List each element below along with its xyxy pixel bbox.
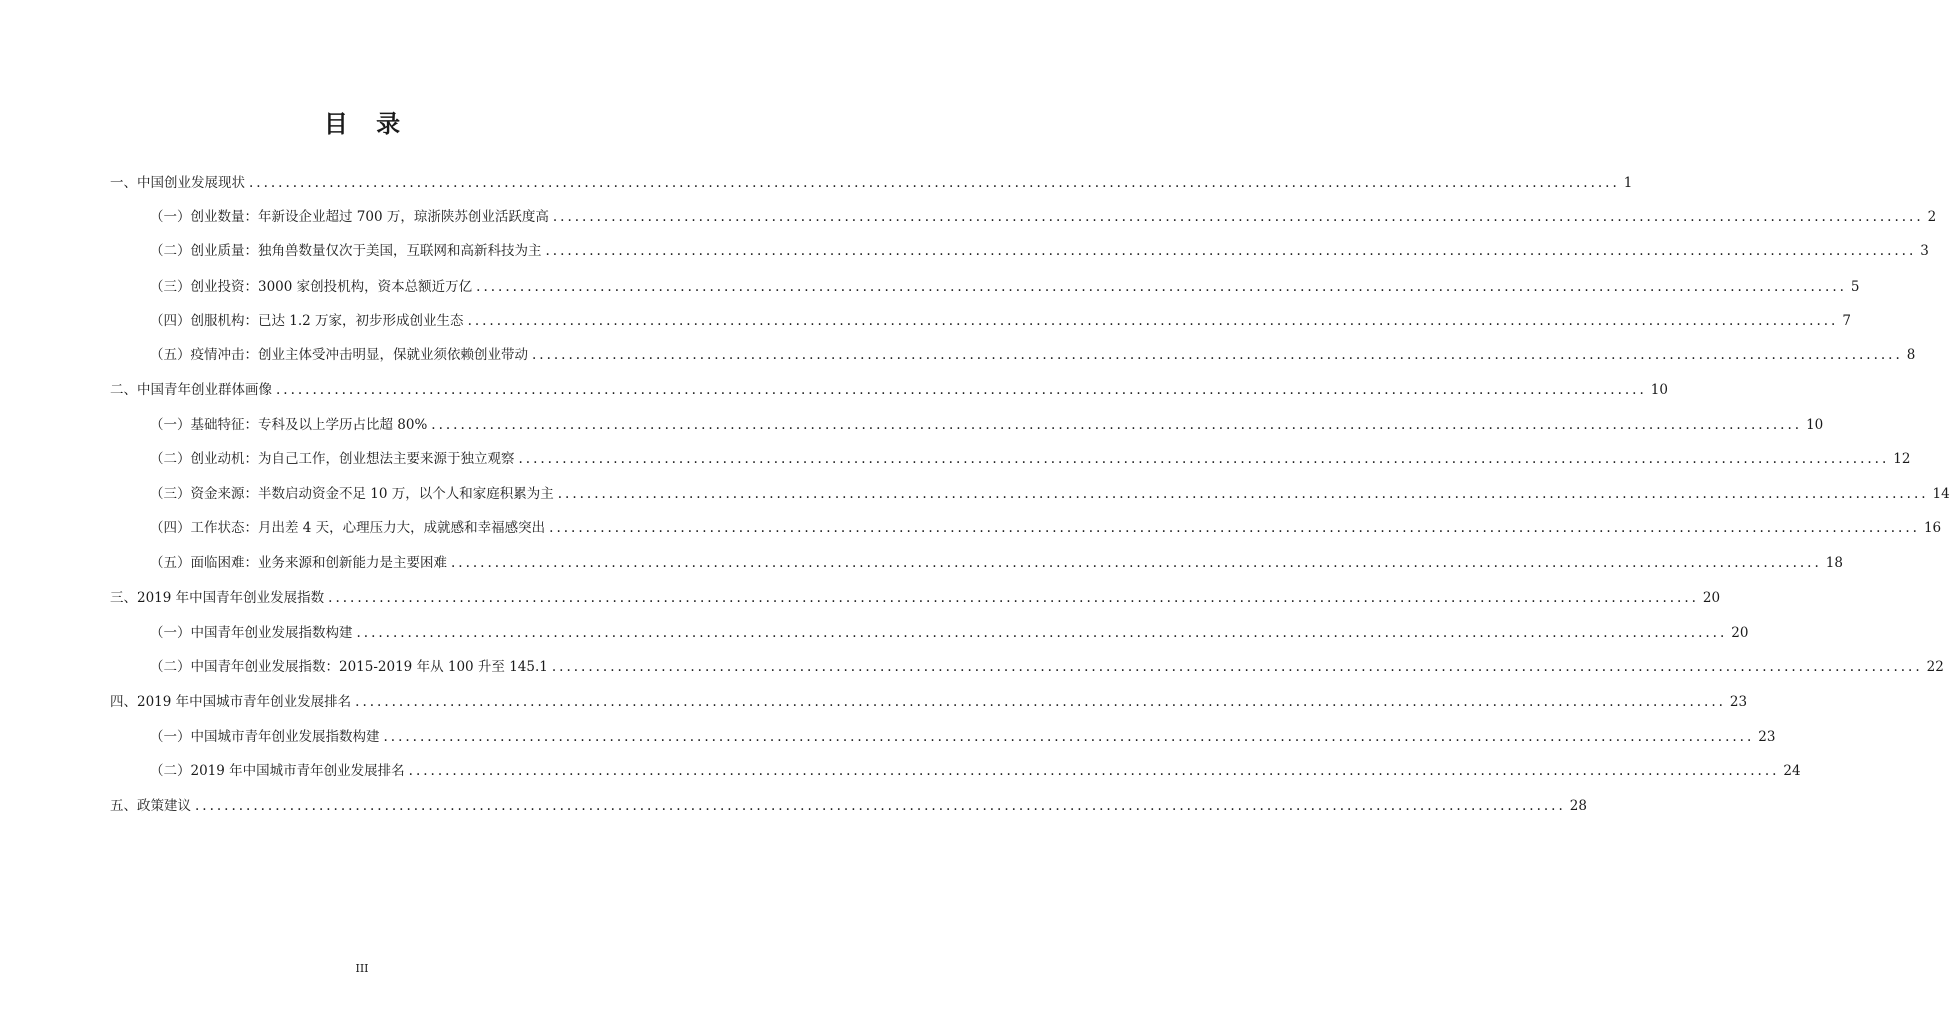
- toc-entry-text: （三）创业投资：3000 家创投机构，资本总额近万亿: [150, 279, 473, 295]
- toc-entry-text: （一）基础特征：专科及以上学历占比超 80%: [150, 417, 428, 433]
- toc-entry-page: 8: [1906, 347, 1916, 363]
- toc-entry-page: 14: [1932, 486, 1950, 502]
- toc-leader-dots: [409, 762, 1780, 780]
- toc-entry-text: 五、政策建议: [110, 798, 191, 814]
- toc-entry-text: 二、中国青年创业群体画像: [110, 382, 272, 398]
- toc-entry-page: 10: [1806, 417, 1824, 433]
- toc-entry-page: 12: [1893, 451, 1911, 467]
- toc-entry-page: 23: [1758, 729, 1776, 745]
- toc-leader-dots: [552, 658, 1923, 676]
- toc-leader-dots: [384, 728, 1755, 746]
- toc-leader-dots: [451, 554, 1822, 572]
- toc-entry-page: 3: [1920, 243, 1929, 259]
- toc-entry-text: 一、中国创业发展现状: [110, 175, 245, 191]
- toc-leader-dots: [553, 208, 1924, 226]
- toc-entry-text: （一）中国青年创业发展指数构建: [150, 625, 353, 641]
- toc-entry-page: 28: [1569, 798, 1587, 814]
- toc-leader-dots: [476, 278, 1847, 296]
- toc-entry-text: （五）疫情冲击：创业主体受冲击明显，保就业须依赖创业带动: [150, 347, 528, 363]
- toc-entry-page: 5: [1850, 279, 1860, 295]
- toc-leader-dots: [328, 589, 1699, 607]
- toc-leader-dots: [276, 381, 1647, 399]
- toc-entry-text: （一）中国城市青年创业发展指数构建: [150, 729, 380, 745]
- toc-entry-section-4[interactable]: [110, 693, 1748, 711]
- toc-entry-section-1-1[interactable]: [150, 208, 1937, 226]
- toc-entry-section-1-3[interactable]: [150, 278, 1860, 296]
- toc-entry-section-1-2[interactable]: [150, 242, 1929, 260]
- toc-entry-text: 四、2019 年中国城市青年创业发展排名: [110, 694, 352, 710]
- toc-entry-page: 20: [1731, 625, 1749, 641]
- toc-entry-text: （二）2019 年中国城市青年创业发展排名: [150, 763, 405, 779]
- toc-entry-section-4-1[interactable]: [150, 728, 1776, 746]
- toc-entry-text: （一）创业数量：年新设企业超过 700 万，琼浙陕苏创业活跃度高: [150, 209, 549, 225]
- page-title: 目 录: [323, 110, 411, 138]
- toc-entry-page: 7: [1842, 313, 1851, 329]
- toc-entry-section-2-2[interactable]: [150, 450, 1911, 468]
- toc-entry-text: （四）创服机构：已达 1.2 万家，初步形成创业生态: [150, 313, 464, 329]
- toc-entry-section-5[interactable]: [110, 797, 1587, 815]
- toc-entry-text: （三）资金来源：半数启动资金不足 10 万，以个人和家庭积累为主: [150, 486, 554, 502]
- toc-leader-dots: [357, 624, 1728, 642]
- page-number: III: [355, 962, 369, 975]
- toc-entry-page: 22: [1926, 659, 1944, 675]
- toc-leader-dots: [558, 485, 1929, 503]
- toc-entry-text: （四）工作状态：月出差 4 天，心理压力大，成就感和幸福感突出: [150, 520, 546, 536]
- toc-leader-dots: [431, 416, 1802, 434]
- toc-entry-page: 2: [1927, 209, 1937, 225]
- toc-entry-section-2[interactable]: [110, 381, 1668, 399]
- toc-entry-text: （二）创业动机：为自己工作，创业想法主要来源于独立观察: [150, 451, 515, 467]
- toc-leader-dots: [532, 346, 1903, 364]
- toc-entry-section-2-1[interactable]: [150, 416, 1824, 434]
- toc-entry-text: （二）中国青年创业发展指数：2015-2019 年从 100 升至 145.1: [150, 659, 548, 675]
- toc-leader-dots: [355, 693, 1726, 711]
- toc-entry-page: 20: [1702, 590, 1721, 606]
- toc-entry-page: 23: [1729, 694, 1748, 710]
- toc-leader-dots: [546, 242, 1917, 260]
- toc-entry-text: （二）创业质量：独角兽数量仅次于美国，互联网和高新科技为主: [150, 243, 542, 259]
- toc-leader-dots: [549, 519, 1920, 537]
- toc-entry-section-2-3[interactable]: [150, 485, 1950, 503]
- toc-entry-page: 1: [1623, 175, 1633, 191]
- toc-entry-text: （五）面临困难：业务来源和创新能力是主要困难: [150, 555, 447, 571]
- toc-entry-section-3[interactable]: [110, 589, 1721, 607]
- toc-entry-section-2-5[interactable]: [150, 554, 1843, 572]
- toc-entry-section-3-1[interactable]: [150, 624, 1749, 642]
- toc-entry-page: 24: [1783, 763, 1801, 779]
- toc-entry-section-1-4[interactable]: [150, 312, 1851, 330]
- toc-entry-section-3-2[interactable]: [150, 658, 1944, 676]
- toc-entry-page: 10: [1650, 382, 1668, 398]
- toc-entry-section-1[interactable]: [110, 174, 1633, 192]
- toc-leader-dots: [249, 174, 1620, 192]
- toc-entry-page: 18: [1825, 555, 1843, 571]
- toc-entry-section-1-5[interactable]: [150, 346, 1916, 364]
- toc-entry-section-2-4[interactable]: [150, 519, 1942, 537]
- toc-entry-text: 三、2019 年中国青年创业发展指数: [110, 590, 325, 606]
- toc-leader-dots: [519, 450, 1890, 468]
- toc-leader-dots: [468, 312, 1839, 330]
- toc-entry-section-4-2[interactable]: [150, 762, 1801, 780]
- toc-leader-dots: [195, 797, 1566, 815]
- toc-entry-page: 16: [1923, 520, 1942, 536]
